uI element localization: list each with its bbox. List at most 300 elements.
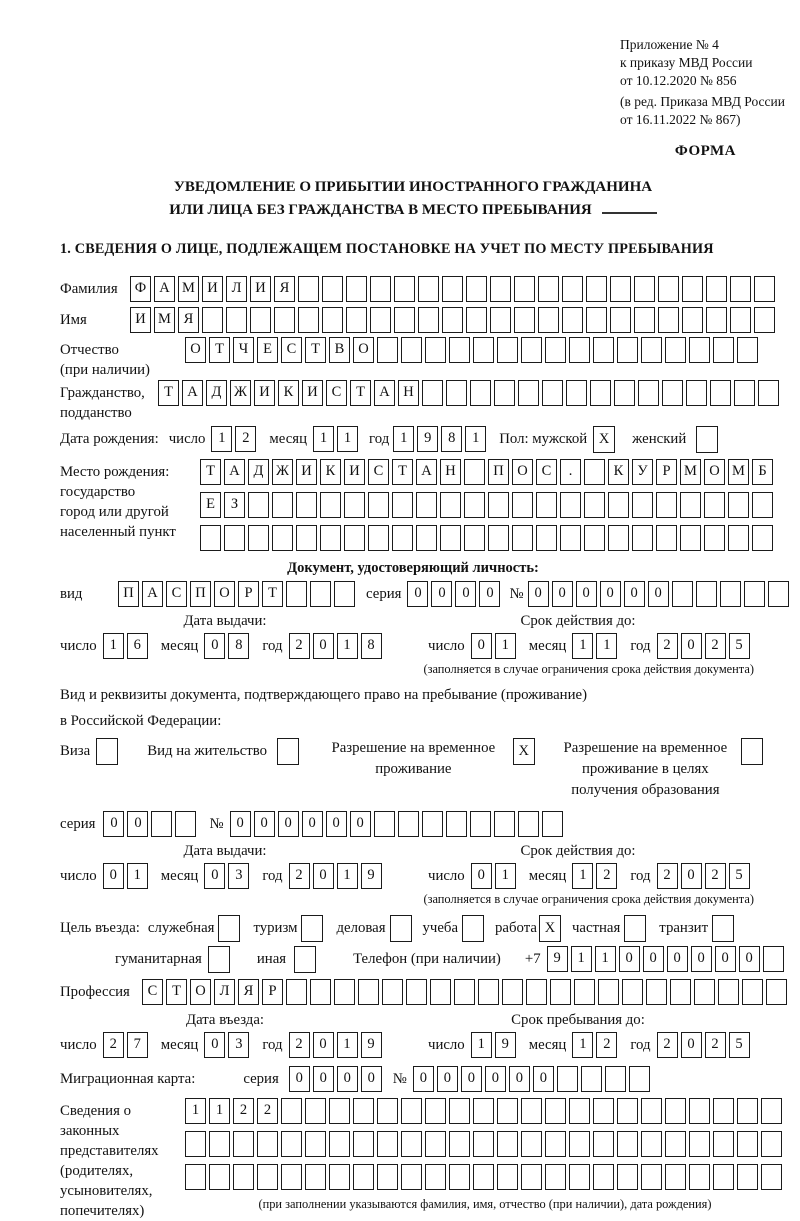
phone-cells[interactable]	[547, 946, 787, 972]
form-cell[interactable]	[538, 276, 559, 302]
form-cell[interactable]: 0	[437, 1066, 458, 1092]
form-cell[interactable]	[96, 738, 118, 765]
form-cell[interactable]	[151, 811, 172, 837]
form-cell[interactable]	[464, 525, 485, 551]
form-cell[interactable]: 8	[441, 426, 462, 452]
form-cell[interactable]: Н	[440, 459, 461, 485]
form-cell[interactable]	[682, 276, 703, 302]
form-cell[interactable]	[665, 1164, 686, 1190]
form-cell[interactable]: 0	[509, 1066, 530, 1092]
form-cell[interactable]	[466, 276, 487, 302]
form-cell[interactable]	[281, 1131, 302, 1157]
form-cell[interactable]	[536, 492, 557, 518]
birth-day-cells[interactable]	[211, 426, 259, 452]
form-cell[interactable]: 0	[691, 946, 712, 972]
form-cell[interactable]: 0	[431, 581, 452, 607]
form-cell[interactable]: 0	[600, 581, 621, 607]
permit-issue-month-cells[interactable]	[204, 863, 252, 889]
form-cell[interactable]	[382, 979, 403, 1005]
form-cell[interactable]	[329, 1098, 350, 1124]
form-cell[interactable]	[454, 979, 475, 1005]
form-cell[interactable]	[446, 811, 467, 837]
form-cell[interactable]	[737, 1098, 758, 1124]
form-cell[interactable]: 5	[729, 863, 750, 889]
form-cell[interactable]: А	[154, 276, 175, 302]
form-cell[interactable]	[294, 946, 316, 973]
migration-series-cells[interactable]	[289, 1066, 385, 1092]
form-cell[interactable]: 2	[289, 1032, 310, 1058]
form-cell[interactable]: X	[513, 738, 535, 765]
birth-month-cells[interactable]	[313, 426, 361, 452]
form-cell[interactable]: Я	[238, 979, 259, 1005]
form-cell[interactable]: 0	[528, 581, 549, 607]
form-cell[interactable]: 0	[326, 811, 347, 837]
form-cell[interactable]: С	[166, 581, 187, 607]
form-cell[interactable]	[680, 492, 701, 518]
form-cell[interactable]: 0	[715, 946, 736, 972]
form-cell[interactable]	[658, 276, 679, 302]
form-cell[interactable]: А	[224, 459, 245, 485]
form-cell[interactable]: 1	[465, 426, 486, 452]
form-cell[interactable]: 2	[233, 1098, 254, 1124]
representatives-cells-1[interactable]	[185, 1098, 785, 1124]
form-cell[interactable]	[374, 811, 395, 837]
form-cell[interactable]	[353, 1098, 374, 1124]
form-cell[interactable]	[473, 1131, 494, 1157]
form-cell[interactable]	[390, 915, 412, 942]
form-cell[interactable]	[713, 337, 734, 363]
form-cell[interactable]: 8	[361, 633, 382, 659]
form-cell[interactable]	[494, 811, 515, 837]
form-cell[interactable]	[545, 337, 566, 363]
form-cell[interactable]	[584, 525, 605, 551]
form-cell[interactable]	[569, 1164, 590, 1190]
form-cell[interactable]	[320, 525, 341, 551]
form-cell[interactable]: 0	[461, 1066, 482, 1092]
form-cell[interactable]	[569, 1098, 590, 1124]
form-cell[interactable]: X	[593, 426, 615, 453]
form-cell[interactable]	[394, 307, 415, 333]
form-cell[interactable]: 1	[103, 633, 124, 659]
permit-series-cells[interactable]	[103, 811, 199, 837]
residence-permit-checkbox[interactable]	[277, 738, 302, 765]
form-cell[interactable]: О	[704, 459, 725, 485]
form-cell[interactable]: А	[416, 459, 437, 485]
form-cell[interactable]	[665, 1131, 686, 1157]
form-cell[interactable]	[470, 380, 491, 406]
form-cell[interactable]: 1	[571, 946, 592, 972]
form-cell[interactable]	[370, 276, 391, 302]
form-cell[interactable]: 0	[643, 946, 664, 972]
form-cell[interactable]	[569, 337, 590, 363]
form-cell[interactable]: 1	[127, 863, 148, 889]
form-cell[interactable]	[462, 915, 484, 942]
form-cell[interactable]	[449, 337, 470, 363]
form-cell[interactable]: И	[296, 459, 317, 485]
form-cell[interactable]	[610, 276, 631, 302]
form-cell[interactable]: 0	[471, 633, 492, 659]
form-cell[interactable]: М	[154, 307, 175, 333]
form-cell[interactable]: 0	[624, 581, 645, 607]
form-cell[interactable]	[514, 276, 535, 302]
form-cell[interactable]	[586, 276, 607, 302]
form-cell[interactable]	[425, 337, 446, 363]
form-cell[interactable]	[425, 1164, 446, 1190]
form-cell[interactable]: 2	[705, 633, 726, 659]
form-cell[interactable]: 0	[350, 811, 371, 837]
form-cell[interactable]	[497, 337, 518, 363]
permit-number-cells[interactable]	[230, 811, 566, 837]
form-cell[interactable]	[449, 1131, 470, 1157]
doc-issue-day-cells[interactable]	[103, 633, 151, 659]
form-cell[interactable]: С	[368, 459, 389, 485]
form-cell[interactable]	[233, 1131, 254, 1157]
form-cell[interactable]	[686, 380, 707, 406]
form-cell[interactable]: В	[329, 337, 350, 363]
form-cell[interactable]	[641, 1164, 662, 1190]
form-cell[interactable]	[538, 307, 559, 333]
purpose-private-checkbox[interactable]	[624, 915, 649, 942]
form-cell[interactable]: 2	[103, 1032, 124, 1058]
form-cell[interactable]	[672, 581, 693, 607]
form-cell[interactable]	[617, 1131, 638, 1157]
form-cell[interactable]: 2	[596, 1032, 617, 1058]
form-cell[interactable]	[662, 380, 683, 406]
birthplace-cells-1[interactable]	[200, 459, 776, 485]
form-cell[interactable]	[272, 525, 293, 551]
edu-permit-checkbox[interactable]	[741, 738, 766, 765]
form-cell[interactable]: П	[488, 459, 509, 485]
form-cell[interactable]	[209, 1164, 230, 1190]
form-cell[interactable]	[694, 979, 715, 1005]
stay-month-cells[interactable]	[572, 1032, 620, 1058]
form-cell[interactable]	[581, 1066, 602, 1092]
form-cell[interactable]	[542, 380, 563, 406]
form-cell[interactable]	[710, 380, 731, 406]
form-cell[interactable]	[226, 307, 247, 333]
form-cell[interactable]	[281, 1164, 302, 1190]
form-cell[interactable]: 2	[657, 863, 678, 889]
form-cell[interactable]	[744, 581, 765, 607]
form-cell[interactable]	[449, 1164, 470, 1190]
form-cell[interactable]: Р	[656, 459, 677, 485]
form-cell[interactable]: 5	[729, 633, 750, 659]
form-cell[interactable]	[368, 525, 389, 551]
form-cell[interactable]	[512, 492, 533, 518]
form-cell[interactable]: 0	[619, 946, 640, 972]
form-cell[interactable]	[646, 979, 667, 1005]
form-cell[interactable]	[175, 811, 196, 837]
form-cell[interactable]	[449, 1098, 470, 1124]
form-cell[interactable]: И	[344, 459, 365, 485]
doc-exp-day-cells[interactable]	[471, 633, 519, 659]
form-cell[interactable]: 0	[667, 946, 688, 972]
form-cell[interactable]	[586, 307, 607, 333]
form-cell[interactable]: 2	[596, 863, 617, 889]
form-cell[interactable]	[557, 1066, 578, 1092]
form-cell[interactable]	[418, 307, 439, 333]
form-cell[interactable]: К	[278, 380, 299, 406]
form-cell[interactable]	[406, 979, 427, 1005]
form-cell[interactable]	[608, 525, 629, 551]
form-cell[interactable]	[634, 276, 655, 302]
form-cell[interactable]: О	[185, 337, 206, 363]
form-cell[interactable]	[401, 337, 422, 363]
form-cell[interactable]: 1	[211, 426, 232, 452]
form-cell[interactable]	[464, 459, 485, 485]
form-cell[interactable]	[737, 1131, 758, 1157]
form-cell[interactable]: Н	[398, 380, 419, 406]
form-cell[interactable]: 0	[337, 1066, 358, 1092]
form-cell[interactable]	[392, 492, 413, 518]
form-cell[interactable]: 1	[337, 633, 358, 659]
form-cell[interactable]	[425, 1098, 446, 1124]
form-cell[interactable]	[329, 1164, 350, 1190]
form-cell[interactable]: П	[190, 581, 211, 607]
form-cell[interactable]	[250, 307, 271, 333]
form-cell[interactable]: 2	[705, 1032, 726, 1058]
form-cell[interactable]	[473, 337, 494, 363]
form-cell[interactable]	[680, 525, 701, 551]
form-cell[interactable]	[584, 459, 605, 485]
form-cell[interactable]	[353, 1131, 374, 1157]
form-cell[interactable]	[542, 811, 563, 837]
form-cell[interactable]: С	[326, 380, 347, 406]
form-cell[interactable]: Т	[262, 581, 283, 607]
form-cell[interactable]	[185, 1164, 206, 1190]
form-cell[interactable]	[185, 1131, 206, 1157]
form-cell[interactable]: 8	[228, 633, 249, 659]
form-cell[interactable]	[704, 492, 725, 518]
form-cell[interactable]	[518, 380, 539, 406]
form-cell[interactable]	[617, 1164, 638, 1190]
form-cell[interactable]: 9	[417, 426, 438, 452]
form-cell[interactable]: 0	[313, 1032, 334, 1058]
form-cell[interactable]	[617, 337, 638, 363]
form-cell[interactable]	[473, 1098, 494, 1124]
form-cell[interactable]	[689, 337, 710, 363]
permit-exp-year-cells[interactable]	[657, 863, 753, 889]
form-cell[interactable]	[734, 380, 755, 406]
form-cell[interactable]	[521, 1164, 542, 1190]
form-cell[interactable]	[610, 307, 631, 333]
form-cell[interactable]	[614, 380, 635, 406]
form-cell[interactable]: Ф	[130, 276, 151, 302]
form-cell[interactable]: 0	[648, 581, 669, 607]
permit-exp-month-cells[interactable]	[572, 863, 620, 889]
form-cell[interactable]: Р	[238, 581, 259, 607]
form-cell[interactable]	[696, 426, 718, 453]
form-cell[interactable]	[296, 492, 317, 518]
form-cell[interactable]	[394, 276, 415, 302]
form-cell[interactable]	[622, 979, 643, 1005]
form-cell[interactable]	[761, 1164, 782, 1190]
form-cell[interactable]: К	[320, 459, 341, 485]
form-cell[interactable]: 1	[495, 633, 516, 659]
form-cell[interactable]: 0	[485, 1066, 506, 1092]
form-cell[interactable]	[473, 1164, 494, 1190]
form-cell[interactable]: Т	[350, 380, 371, 406]
form-cell[interactable]: С	[281, 337, 302, 363]
temp-permit-checkbox[interactable]	[513, 738, 538, 765]
form-cell[interactable]	[728, 492, 749, 518]
form-cell[interactable]	[706, 307, 727, 333]
form-cell[interactable]	[754, 276, 775, 302]
representatives-cells-3[interactable]	[185, 1164, 785, 1190]
form-cell[interactable]	[728, 525, 749, 551]
form-cell[interactable]	[401, 1098, 422, 1124]
form-cell[interactable]	[737, 1164, 758, 1190]
form-cell[interactable]: Ж	[272, 459, 293, 485]
form-cell[interactable]: 2	[289, 633, 310, 659]
form-cell[interactable]: 1	[209, 1098, 230, 1124]
form-cell[interactable]: 0	[204, 1032, 225, 1058]
form-cell[interactable]: 3	[228, 1032, 249, 1058]
form-cell[interactable]	[761, 1131, 782, 1157]
doc-issue-year-cells[interactable]	[289, 633, 385, 659]
surname-cells[interactable]	[130, 276, 778, 302]
form-cell[interactable]	[208, 946, 230, 973]
form-cell[interactable]: 1	[572, 1032, 593, 1058]
form-cell[interactable]	[310, 979, 331, 1005]
form-cell[interactable]: 0	[313, 863, 334, 889]
form-cell[interactable]: Ж	[230, 380, 251, 406]
doc-type-cells[interactable]	[118, 581, 358, 607]
form-cell[interactable]	[560, 525, 581, 551]
form-cell[interactable]: 1	[313, 426, 334, 452]
form-cell[interactable]: И	[302, 380, 323, 406]
form-cell[interactable]	[632, 492, 653, 518]
form-cell[interactable]	[346, 276, 367, 302]
stay-year-cells[interactable]	[657, 1032, 753, 1058]
form-cell[interactable]: 5	[729, 1032, 750, 1058]
form-cell[interactable]	[545, 1164, 566, 1190]
form-cell[interactable]: К	[608, 459, 629, 485]
form-cell[interactable]	[521, 1098, 542, 1124]
form-cell[interactable]	[590, 380, 611, 406]
form-cell[interactable]	[286, 979, 307, 1005]
form-cell[interactable]: М	[178, 276, 199, 302]
form-cell[interactable]	[521, 337, 542, 363]
form-cell[interactable]: 0	[254, 811, 275, 837]
form-cell[interactable]	[200, 525, 221, 551]
form-cell[interactable]	[713, 1098, 734, 1124]
form-cell[interactable]: 1	[471, 1032, 492, 1058]
form-cell[interactable]	[401, 1131, 422, 1157]
form-cell[interactable]	[706, 276, 727, 302]
birthplace-cells-2[interactable]	[200, 492, 776, 518]
form-cell[interactable]	[641, 1131, 662, 1157]
form-cell[interactable]	[713, 1131, 734, 1157]
form-cell[interactable]	[741, 738, 763, 765]
form-cell[interactable]: Л	[226, 276, 247, 302]
form-cell[interactable]	[545, 1098, 566, 1124]
form-cell[interactable]: 0	[455, 581, 476, 607]
entry-day-cells[interactable]	[103, 1032, 151, 1058]
citizenship-cells[interactable]	[158, 380, 782, 406]
form-cell[interactable]	[497, 1131, 518, 1157]
form-cell[interactable]: 9	[495, 1032, 516, 1058]
form-cell[interactable]	[766, 979, 787, 1005]
form-cell[interactable]	[248, 525, 269, 551]
form-cell[interactable]: 6	[127, 633, 148, 659]
form-cell[interactable]	[305, 1164, 326, 1190]
form-cell[interactable]	[286, 581, 307, 607]
form-cell[interactable]	[526, 979, 547, 1005]
form-cell[interactable]: О	[214, 581, 235, 607]
form-cell[interactable]: 0	[313, 633, 334, 659]
form-cell[interactable]: П	[118, 581, 139, 607]
form-cell[interactable]: 0	[127, 811, 148, 837]
form-cell[interactable]	[488, 525, 509, 551]
patronymic-cells[interactable]	[185, 337, 761, 363]
form-cell[interactable]	[593, 1131, 614, 1157]
form-cell[interactable]	[593, 337, 614, 363]
male-checkbox[interactable]	[593, 426, 618, 453]
form-cell[interactable]: Т	[209, 337, 230, 363]
form-cell[interactable]: И	[202, 276, 223, 302]
form-cell[interactable]: Т	[158, 380, 179, 406]
form-cell[interactable]	[761, 1098, 782, 1124]
form-cell[interactable]	[416, 492, 437, 518]
form-cell[interactable]	[752, 525, 773, 551]
form-cell[interactable]: 9	[361, 1032, 382, 1058]
form-cell[interactable]	[368, 492, 389, 518]
form-cell[interactable]: А	[374, 380, 395, 406]
purpose-study-checkbox[interactable]	[462, 915, 487, 942]
form-cell[interactable]	[377, 1131, 398, 1157]
form-cell[interactable]: З	[224, 492, 245, 518]
form-cell[interactable]	[605, 1066, 626, 1092]
form-cell[interactable]	[584, 492, 605, 518]
form-cell[interactable]: 1	[337, 863, 358, 889]
doc-exp-year-cells[interactable]	[657, 633, 753, 659]
form-cell[interactable]: О	[512, 459, 533, 485]
form-cell[interactable]: У	[632, 459, 653, 485]
form-cell[interactable]	[401, 1164, 422, 1190]
form-cell[interactable]	[329, 1131, 350, 1157]
form-cell[interactable]	[272, 492, 293, 518]
form-cell[interactable]	[398, 811, 419, 837]
doc-issue-month-cells[interactable]	[204, 633, 252, 659]
doc-exp-month-cells[interactable]	[572, 633, 620, 659]
form-cell[interactable]	[344, 525, 365, 551]
form-cell[interactable]	[754, 307, 775, 333]
form-cell[interactable]	[305, 1131, 326, 1157]
form-cell[interactable]: 7	[127, 1032, 148, 1058]
form-cell[interactable]: 0	[313, 1066, 334, 1092]
form-cell[interactable]: И	[130, 307, 151, 333]
entry-year-cells[interactable]	[289, 1032, 385, 1058]
form-cell[interactable]	[742, 979, 763, 1005]
form-cell[interactable]: Д	[206, 380, 227, 406]
form-cell[interactable]: 0	[278, 811, 299, 837]
form-cell[interactable]	[464, 492, 485, 518]
form-cell[interactable]	[562, 276, 583, 302]
form-cell[interactable]	[730, 307, 751, 333]
form-cell[interactable]	[638, 380, 659, 406]
form-cell[interactable]: 0	[471, 863, 492, 889]
form-cell[interactable]	[277, 738, 299, 765]
form-cell[interactable]	[713, 1164, 734, 1190]
permit-exp-day-cells[interactable]	[471, 863, 519, 889]
form-cell[interactable]	[641, 337, 662, 363]
form-cell[interactable]: 1	[495, 863, 516, 889]
form-cell[interactable]	[696, 581, 717, 607]
form-cell[interactable]: 1	[572, 633, 593, 659]
form-cell[interactable]	[617, 1098, 638, 1124]
doc-number-cells[interactable]	[528, 581, 792, 607]
